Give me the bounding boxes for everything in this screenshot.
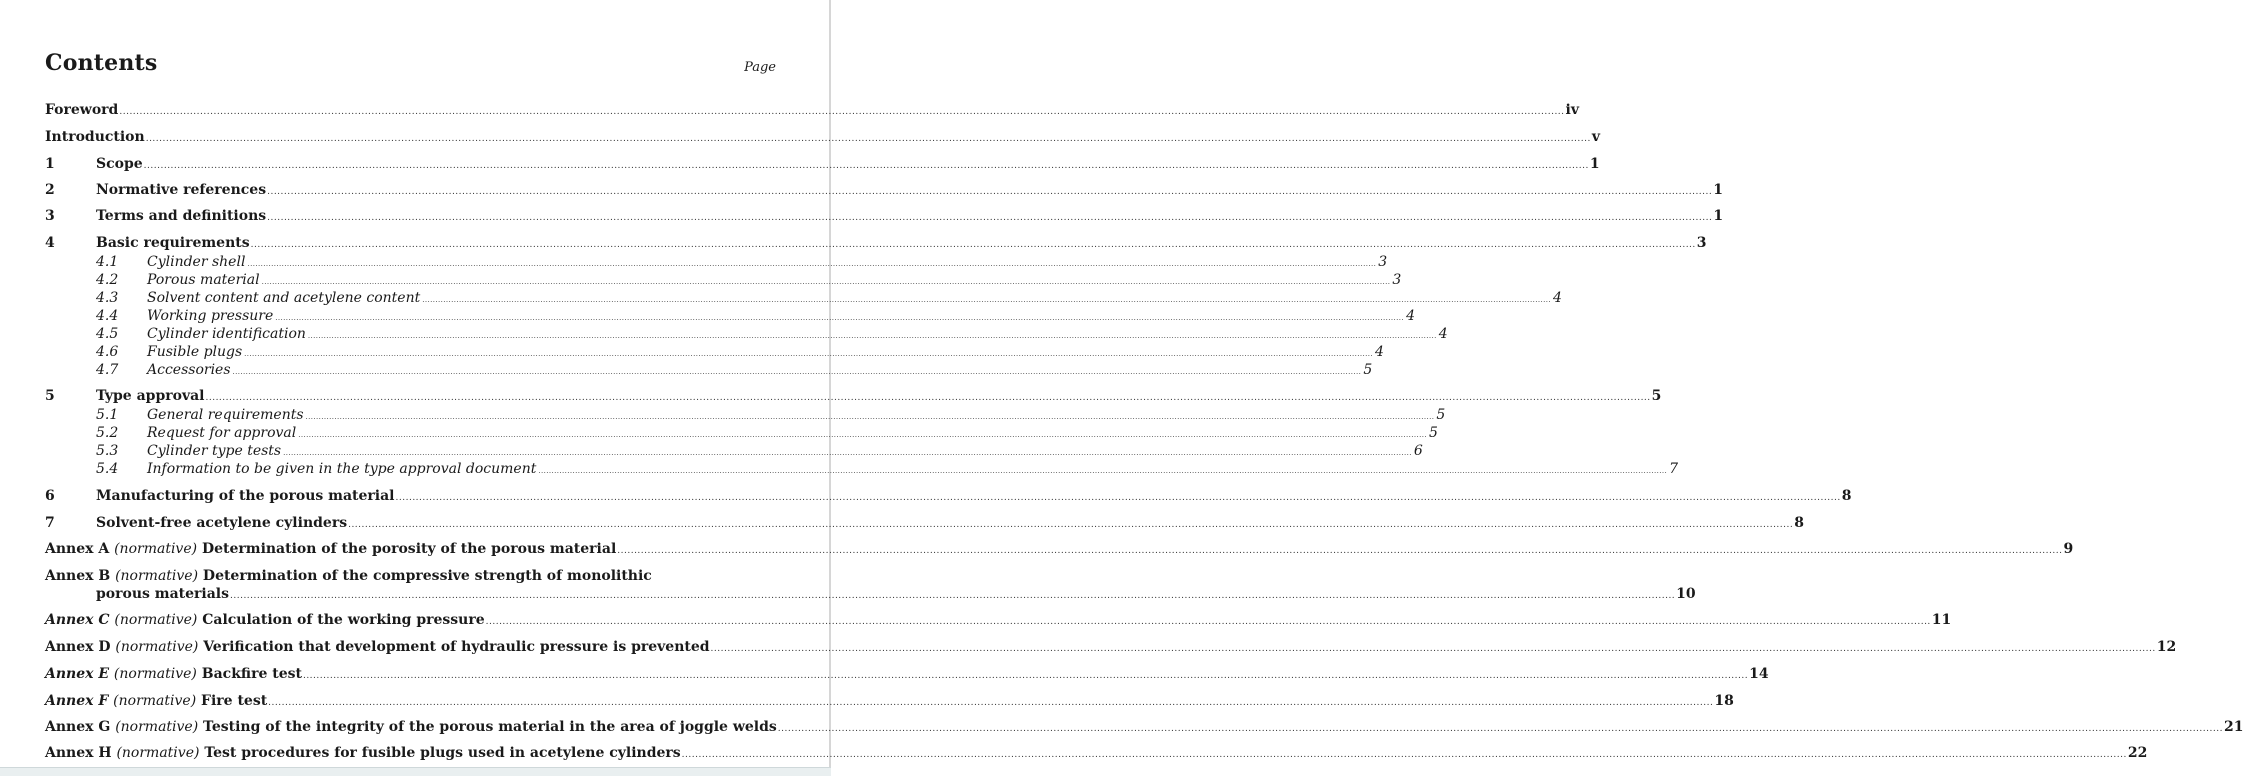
entry-title: Porous material — [147, 272, 260, 288]
dot-leader: .............................................................................................................................................................................................................................................................................................................................................................................................................................................. — [348, 520, 1794, 530]
toc-subentry-cylinder-identification[interactable] — [147, 326, 1448, 344]
dot-leader: .............................................................................................................................................................................................................................................................................................................................................................................................................................................. — [244, 350, 1373, 358]
contents-heading — [45, 50, 776, 82]
annex-heading — [45, 719, 777, 735]
entry-title: Testing of the integrity of the porous material in the area of joggle welds — [203, 719, 777, 735]
entry-title: Test procedures for fusible plugs used in acetylene cylinders — [204, 745, 681, 761]
toc-subentry-working-pressure[interactable] — [147, 308, 1415, 326]
entry-title: Calculation of the working pressure — [202, 612, 485, 628]
annex-heading — [45, 639, 710, 655]
entry-page: 6 — [1413, 443, 1423, 459]
dot-leader: .............................................................................................................................................................................................................................................................................................................................................................................................................................................. — [275, 314, 1405, 322]
entry-number: 5 — [45, 388, 55, 404]
entry-title: Basic requirements — [96, 235, 250, 251]
entry-number: 3 — [45, 208, 55, 224]
entry-title: Fire test — [201, 693, 268, 709]
annex-type: (normative) — [113, 666, 197, 682]
entry-page: iv — [1565, 102, 1579, 118]
toc-entry-annex-b-continued[interactable] — [96, 586, 1696, 606]
dot-leader: .............................................................................................................................................................................................................................................................................................................................................................................................................................................. — [302, 671, 1749, 681]
toc-subentry-request-for-approval[interactable] — [147, 425, 1438, 443]
entry-page: 7 — [1669, 461, 1679, 477]
annex-type: (normative) — [115, 568, 199, 584]
toc-entry-annex-h[interactable] — [45, 745, 2148, 765]
entry-page: 18 — [1714, 693, 1734, 709]
entry-page: 4 — [1438, 326, 1448, 342]
annex-type: (normative) — [115, 639, 199, 655]
viewer-bottom-edge — [0, 767, 831, 776]
annex-heading — [45, 612, 485, 628]
dot-leader: .............................................................................................................................................................................................................................................................................................................................................................................................................................................. — [283, 449, 1412, 457]
toc-entry-normative-references[interactable] — [96, 182, 1724, 202]
page-column-label: Page — [744, 60, 776, 75]
dot-leader: .............................................................................................................................................................................................................................................................................................................................................................................................................................................. — [307, 332, 1437, 340]
toc-entry-scope[interactable] — [96, 156, 1600, 176]
entry-number: 4 — [45, 235, 55, 251]
dot-leader: .............................................................................................................................................................................................................................................................................................................................................................................................................................................. — [305, 413, 1435, 421]
toc-entry-introduction[interactable] — [45, 129, 1601, 149]
entry-title: Introduction — [45, 129, 145, 145]
toc-subentry-fusible-plugs[interactable] — [147, 344, 1384, 362]
toc-subentry-solvent-content[interactable] — [147, 290, 1562, 308]
subentry-number: 5.3 — [96, 443, 119, 459]
toc-subentry-type-approval-document[interactable] — [147, 461, 1679, 479]
entry-title: Solvent-free acetylene cylinders — [96, 515, 348, 531]
annex-type: (normative) — [113, 693, 197, 709]
dot-leader: .............................................................................................................................................................................................................................................................................................................................................................................................................................................. — [538, 467, 1668, 475]
dot-leader: .............................................................................................................................................................................................................................................................................................................................................................................................................................................. — [261, 278, 1391, 286]
annex-type: (normative) — [116, 745, 200, 761]
entry-title: Cylinder shell — [147, 254, 246, 270]
entry-title: Request for approval — [147, 425, 297, 441]
entry-page: 5 — [1429, 425, 1438, 441]
annex-heading — [45, 541, 616, 557]
dot-leader: .............................................................................................................................................................................................................................................................................................................................................................................................................................................. — [205, 393, 1651, 403]
toc-entry-annex-b[interactable] — [45, 568, 776, 588]
dot-leader: .............................................................................................................................................................................................................................................................................................................................................................................................................................................. — [617, 546, 2063, 556]
toc-entry-annex-g[interactable] — [45, 719, 2243, 739]
dot-leader: .............................................................................................................................................................................................................................................................................................................................................................................................................................................. — [145, 134, 1591, 144]
annex-heading — [45, 568, 652, 584]
entry-title: Working pressure — [147, 308, 274, 324]
dot-leader: .............................................................................................................................................................................................................................................................................................................................................................................................................................................. — [232, 368, 1362, 376]
subentry-number: 4.5 — [96, 326, 119, 342]
annex-label: Annex C — [45, 612, 110, 628]
subentry-number: 4.7 — [96, 362, 119, 378]
toc-subentry-accessories[interactable] — [147, 362, 1373, 380]
subentry-number: 5.4 — [96, 461, 119, 477]
entry-page: 3 — [1378, 254, 1388, 270]
annex-label: Annex F — [45, 693, 109, 709]
toc-entry-annex-e[interactable] — [45, 666, 1769, 686]
dot-leader: .............................................................................................................................................................................................................................................................................................................................................................................................................................................. — [298, 431, 1428, 439]
entry-page: 12 — [2156, 639, 2177, 655]
annex-heading — [45, 666, 302, 682]
entry-title: Normative references — [96, 182, 267, 198]
dot-leader: .............................................................................................................................................................................................................................................................................................................................................................................................................................................. — [777, 724, 2223, 734]
annex-type: (normative) — [114, 541, 198, 557]
annex-type: (normative) — [114, 612, 198, 628]
entry-page: v — [1591, 129, 1601, 145]
toc-entry-terms-and-definitions[interactable] — [96, 208, 1724, 228]
entry-page: 4 — [1374, 344, 1384, 360]
entry-page: 21 — [2223, 719, 2243, 735]
subentry-number: 4.1 — [96, 254, 119, 270]
dot-leader: .............................................................................................................................................................................................................................................................................................................................................................................................................................................. — [119, 107, 1565, 117]
entry-page: 4 — [1553, 290, 1562, 306]
entry-page: 8 — [1794, 515, 1804, 531]
entry-title: Manufacturing of the porous material — [96, 488, 395, 504]
annex-label: Annex G — [45, 719, 111, 735]
entry-number: 7 — [45, 515, 55, 531]
entry-title: General requirements — [147, 407, 304, 423]
dot-leader: .............................................................................................................................................................................................................................................................................................................................................................................................................................................. — [681, 750, 2127, 760]
dot-leader: .............................................................................................................................................................................................................................................................................................................................................................................................................................................. — [230, 591, 1676, 601]
toc-subentry-cylinder-type-tests[interactable] — [147, 443, 1423, 461]
annex-label: Annex E — [45, 666, 110, 682]
entry-page: 8 — [1841, 488, 1852, 504]
entry-title: Determination of the porosity of the porous material — [201, 541, 617, 557]
dot-leader: .............................................................................................................................................................................................................................................................................................................................................................................................................................................. — [422, 296, 1552, 304]
entry-title-continued: porous materials — [96, 586, 229, 602]
toc-subentry-porous-material[interactable] — [147, 272, 1402, 290]
toc-entry-annex-d[interactable] — [45, 639, 2177, 659]
entry-page: 1 — [1713, 208, 1724, 224]
toc-entry-annex-a[interactable] — [45, 541, 2074, 561]
entry-page: 14 — [1749, 666, 1769, 682]
entry-title: Backfire test — [201, 666, 302, 682]
entry-number: 2 — [45, 182, 55, 198]
entry-title: Scope — [96, 156, 143, 172]
toc-entry-manufacturing[interactable] — [96, 488, 1852, 508]
dot-leader: .............................................................................................................................................................................................................................................................................................................................................................................................................................................. — [247, 260, 1377, 268]
entry-page: 10 — [1676, 586, 1696, 602]
entry-title: Accessories — [147, 362, 231, 378]
subentry-number: 4.6 — [96, 344, 119, 360]
subentry-number: 5.2 — [96, 425, 119, 441]
entry-title: Solvent content and acetylene content — [147, 290, 421, 306]
entry-title: Type approval — [96, 388, 205, 404]
entry-page: 22 — [2127, 745, 2148, 761]
annex-label: Annex B — [45, 568, 111, 584]
dot-leader: .............................................................................................................................................................................................................................................................................................................................................................................................................................................. — [268, 698, 1714, 708]
entry-title: Determination of the compressive strength of monolithic — [202, 568, 652, 584]
dot-leader: .............................................................................................................................................................................................................................................................................................................................................................................................................................................. — [710, 644, 2156, 654]
toc-entry-basic-requirements[interactable] — [96, 235, 1707, 255]
entry-page: 3 — [1392, 272, 1402, 288]
entry-page: 1 — [1713, 182, 1724, 198]
entry-page: 9 — [2063, 541, 2074, 557]
entry-title: Foreword — [45, 102, 119, 118]
toc-entry-type-approval[interactable] — [96, 388, 1662, 408]
dot-leader: .............................................................................................................................................................................................................................................................................................................................................................................................................................................. — [250, 240, 1696, 250]
entry-page: 5 — [1651, 388, 1662, 404]
toc-subentry-general-requirements[interactable] — [147, 407, 1446, 425]
entry-title: Verification that development of hydraulic pressure is prevented — [203, 639, 710, 655]
subentry-number: 4.2 — [96, 272, 119, 288]
entry-title: Cylinder identification — [147, 326, 306, 342]
annex-heading — [45, 693, 267, 709]
subentry-number: 4.4 — [96, 308, 119, 324]
toc-entry-annex-c[interactable] — [45, 612, 1952, 632]
annex-heading — [45, 745, 681, 761]
dot-leader: .............................................................................................................................................................................................................................................................................................................................................................................................................................................. — [267, 187, 1713, 197]
annex-type: (normative) — [115, 719, 199, 735]
annex-label: Annex D — [45, 639, 111, 655]
entry-title: Fusible plugs — [147, 344, 243, 360]
entry-page: 4 — [1406, 308, 1415, 324]
annex-label: Annex A — [45, 541, 110, 557]
entry-page: 5 — [1436, 407, 1446, 423]
entry-page: 1 — [1589, 156, 1600, 172]
subentry-number: 5.1 — [96, 407, 119, 423]
entry-number: 1 — [45, 156, 55, 172]
entry-page: 3 — [1696, 235, 1707, 251]
toc-entry-foreword[interactable] — [45, 102, 1579, 122]
dot-leader: .............................................................................................................................................................................................................................................................................................................................................................................................................................................. — [485, 617, 1931, 627]
entry-number: 6 — [45, 488, 55, 504]
entry-title: Information to be given in the type approval document — [147, 461, 537, 477]
dot-leader: .............................................................................................................................................................................................................................................................................................................................................................................................................................................. — [143, 161, 1589, 171]
entry-title: Cylinder type tests — [147, 443, 282, 459]
entry-page: 11 — [1931, 612, 1952, 628]
toc-entry-solvent-free[interactable] — [96, 515, 1804, 535]
entry-page: 5 — [1363, 362, 1373, 378]
toc-subentry-cylinder-shell[interactable] — [147, 254, 1388, 272]
toc-entry-annex-f[interactable] — [45, 693, 1734, 713]
page-title: Contents — [45, 50, 158, 76]
dot-leader: .............................................................................................................................................................................................................................................................................................................................................................................................................................................. — [267, 213, 1713, 223]
entry-title: Terms and definitions — [96, 208, 267, 224]
annex-label: Annex H — [45, 745, 112, 761]
subentry-number: 4.3 — [96, 290, 119, 306]
dot-leader: .............................................................................................................................................................................................................................................................................................................................................................................................................................................. — [395, 493, 1841, 503]
